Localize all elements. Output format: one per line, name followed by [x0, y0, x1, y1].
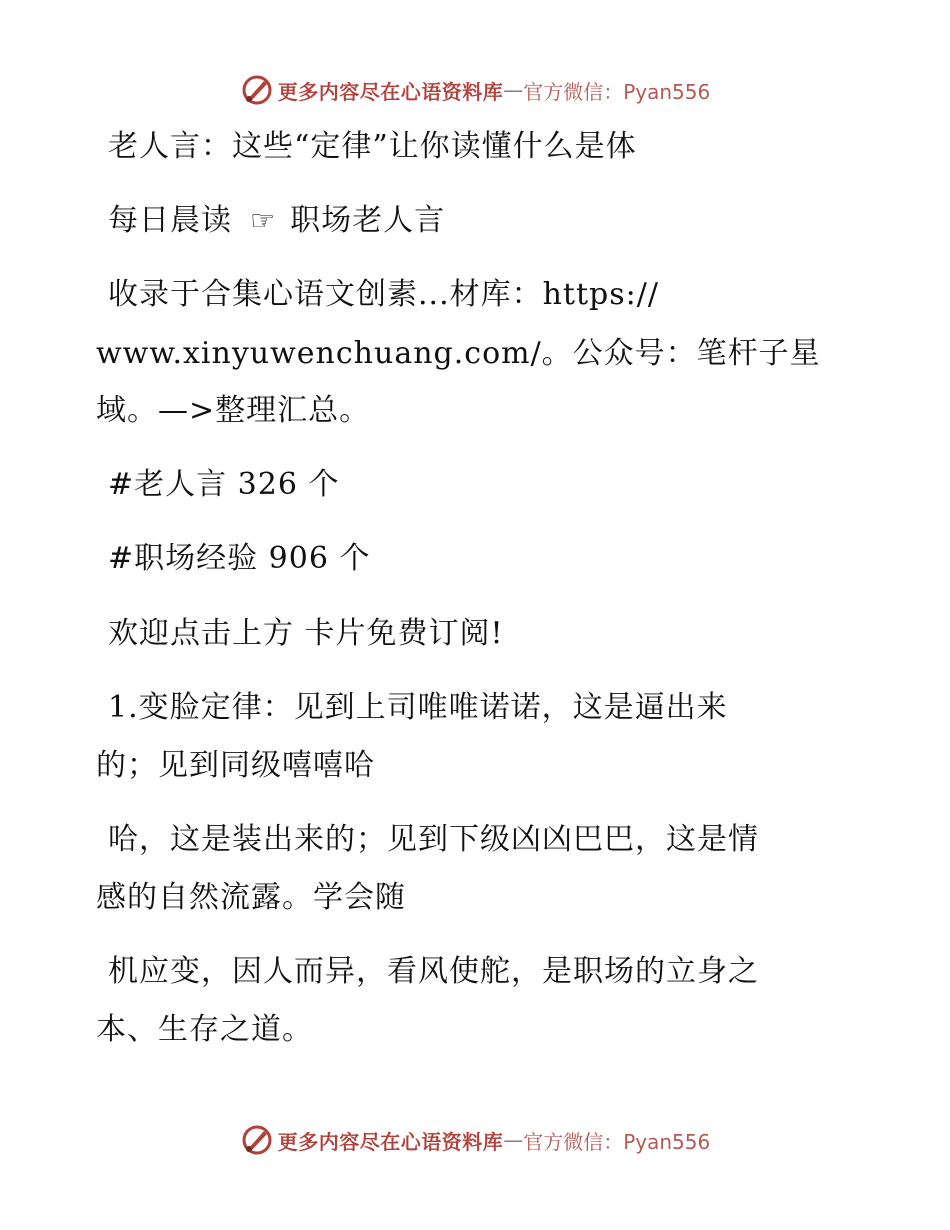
banner-text: 更多内容尽在心语资料库 [277, 79, 504, 104]
footer-banner [0, 1120, 950, 1160]
brush-seal-icon [240, 1123, 274, 1157]
banner-separator: — [503, 1128, 524, 1152]
tag-workplace[interactable]: #职场经验 906 个 [108, 541, 371, 576]
collection-line-3: 域。—>整理汇总。 [96, 393, 371, 428]
header-banner [0, 70, 950, 110]
paragraph-line: 1.变脸定律：见到上司唯唯诺诺，这是逼出来 [108, 690, 728, 725]
paragraph-line: 本、生存之道。 [96, 1012, 313, 1047]
brush-seal-icon [240, 73, 274, 107]
subscribe-line: 欢迎点击上方 卡片免费订阅! [108, 616, 504, 651]
collection-line-2: www.xinyuwenchuang.com/。公众号：笔杆子星 [96, 336, 821, 371]
title-line: 老人言：这些“定律”让你读懂什么是体 [108, 129, 637, 164]
banner-separator: — [503, 78, 524, 102]
banner-text: 更多内容尽在心语资料库 [277, 1129, 504, 1154]
column-name: 职场老人言 [290, 203, 446, 238]
tag-old-sayings[interactable]: #老人言 326 个 [108, 467, 340, 502]
banner-wechat: 官方微信：Pyan556 [523, 1129, 711, 1154]
column-prefix: 每日晨读 [108, 203, 232, 238]
collection-line: 收录于合集心语文创素...材库：https:// [108, 277, 659, 312]
pointing-hand-icon: ☞ [250, 204, 277, 237]
column-line [0, 192, 950, 250]
paragraph-line: 机应变，因人而异，看风使舵，是职场的立身之 [108, 954, 759, 989]
paragraph-line: 哈，这是装出来的；见到下级凶凶巴巴，这是情 [108, 822, 759, 857]
paragraph-line: 的；见到同级嘻嘻哈 [96, 748, 375, 783]
paragraph-line: 感的自然流露。学会随 [96, 880, 406, 915]
banner-wechat: 官方微信：Pyan556 [523, 79, 711, 104]
